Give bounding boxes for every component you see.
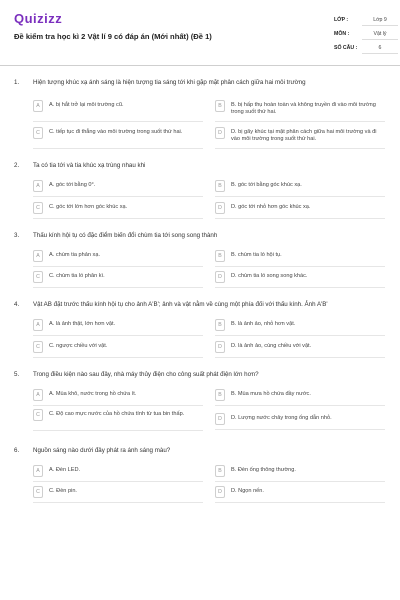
option-letter: C <box>33 202 43 214</box>
option-divider <box>215 481 385 482</box>
option-letter: A <box>33 250 43 262</box>
option-letter: A <box>33 180 43 192</box>
option-text: B. Đèn ống thông thường. <box>231 467 296 473</box>
option-text: D. góc tới nhỏ hơn góc khúc xạ. <box>231 204 311 210</box>
option-text: D. bị gãy khúc tại mặt phân cách giữa hai môi trường và đi vào môi trường trong suốt thứ hai. <box>231 129 377 143</box>
option-divider <box>33 196 203 197</box>
option-text: A. góc tới bằng 0°. <box>49 182 96 188</box>
option-text: C. chùm tia ló phân kì. <box>49 273 105 279</box>
option-text: C. góc tới lớn hơn góc khúc xạ. <box>49 204 128 210</box>
option-text: A. bị hắt trở lại môi trường cũ. <box>49 102 124 108</box>
option-text: C. ngược chiều với vật. <box>49 343 108 349</box>
question-text: Vật AB đặt trước thấu kính hội tụ cho ảnh A'B'; ảnh và vật nằm về cùng một phía đối với thấu kính. Ảnh A'B' <box>33 301 328 308</box>
option-letter: B <box>215 389 225 401</box>
option-text: B. là ảnh ảo, nhỏ hơn vật. <box>231 321 296 327</box>
meta-label: SỐ CÂU : <box>334 45 358 51</box>
meta-label: LỚP : <box>334 17 349 23</box>
option-text: B. góc tới bằng góc khúc xạ. <box>231 182 302 188</box>
header-divider <box>0 65 400 66</box>
option-divider <box>215 287 385 288</box>
option-letter: A <box>33 319 43 331</box>
meta-value-subject: Vật lý <box>362 28 398 40</box>
option-text: A. là ảnh thật, lớn hơn vật. <box>49 321 116 327</box>
option-letter: D <box>215 486 225 498</box>
option-divider <box>215 405 385 406</box>
meta-row-class <box>334 14 400 28</box>
option-divider <box>215 266 385 267</box>
option-divider <box>33 405 203 406</box>
question-text: Nguồn sáng nào dưới đây phát ra ánh sáng màu? <box>33 447 171 454</box>
option-text: A. chùm tia phản xạ. <box>49 252 100 258</box>
option-text: D. chùm tia ló song song khác. <box>231 273 308 279</box>
question-number: 4. <box>14 301 20 308</box>
option-letter: C <box>33 409 43 421</box>
option-divider <box>33 148 203 149</box>
option-divider <box>215 502 385 503</box>
meta-value-class: Lớp 9 <box>362 14 398 26</box>
question-text: Ta có tia tới và tia khúc xạ trùng nhau khi <box>33 162 146 169</box>
meta-value-count: 6 <box>362 42 398 54</box>
option-text: C. tiếp tục đi thẳng vào môi trường trong suốt thứ hai. <box>49 129 183 135</box>
option-letter: D <box>215 341 225 353</box>
option-letter: B <box>215 250 225 262</box>
question-number: 5. <box>14 371 20 378</box>
meta-row-subject <box>334 28 400 42</box>
option-divider <box>33 218 203 219</box>
worksheet-header <box>14 10 390 62</box>
option-divider <box>33 430 203 431</box>
option-divider <box>33 266 203 267</box>
option-divider <box>33 502 203 503</box>
question-text: Hiện tượng khúc xạ ánh sáng là hiện tượng tia sáng tới khi gặp mặt phân cách giữa hai môi trường <box>33 79 306 86</box>
option-letter: A <box>33 100 43 112</box>
option-letter: B <box>215 465 225 477</box>
worksheet-title: Đề kiểm tra học kì 2 Vật lí 9 có đáp án (Mới nhất) (Đề 1) <box>14 32 212 41</box>
option-letter: B <box>215 100 225 112</box>
option-text: D. là ảnh ảo, cùng chiều với vật. <box>231 343 312 349</box>
option-divider <box>215 218 385 219</box>
option-letter: B <box>215 319 225 331</box>
option-letter: D <box>215 271 225 283</box>
option-text: B. Mùa mưa hồ chứa đầy nước. <box>231 391 311 397</box>
option-letter: A <box>33 389 43 401</box>
option-letter: D <box>215 413 225 425</box>
option-text: C. Đèn pin. <box>49 488 77 494</box>
option-divider <box>215 357 385 358</box>
option-divider <box>33 481 203 482</box>
question-text: Trong điều kiện nào sau đây, nhà máy thủy điện cho công suất phát điện lớn hơn? <box>33 371 259 378</box>
quizizz-logo: Quizizz <box>14 11 63 26</box>
option-text: A. Mùa khô, nước trong hồ chứa ít. <box>49 391 137 397</box>
option-divider <box>215 121 385 122</box>
option-divider <box>33 357 203 358</box>
option-divider <box>215 335 385 336</box>
option-letter: D <box>215 202 225 214</box>
option-text: B. chùm tia ló hội tụ. <box>231 252 282 258</box>
question-number: 6. <box>14 447 20 454</box>
option-letter: C <box>33 127 43 139</box>
option-text: C. Độ cao mực nước của hồ chứa tính từ tua bin thấp. <box>49 411 185 417</box>
option-divider <box>33 287 203 288</box>
meta-row-count <box>334 42 400 56</box>
option-text: A. Đèn LED. <box>49 467 81 473</box>
worksheet-meta <box>334 14 400 56</box>
option-letter: C <box>33 486 43 498</box>
option-divider <box>33 121 203 122</box>
option-text: B. bị hấp thụ hoàn toàn và không truyền đi vào môi trường trong suốt thứ hai. <box>231 102 376 116</box>
question-number: 3. <box>14 232 20 239</box>
option-text: D. Ngọn nến. <box>231 488 264 494</box>
option-letter: C <box>33 271 43 283</box>
option-divider <box>215 196 385 197</box>
option-letter: A <box>33 465 43 477</box>
option-divider <box>33 335 203 336</box>
option-divider <box>215 148 385 149</box>
question-number: 1. <box>14 79 20 86</box>
question-text: Thấu kính hội tụ có đặc điểm biến đổi chùm tia tới song song thành <box>33 232 218 239</box>
option-letter: B <box>215 180 225 192</box>
option-letter: C <box>33 341 43 353</box>
option-text: D. Lượng nước chảy trong ống dẫn nhỏ. <box>231 415 332 421</box>
question-number: 2. <box>14 162 20 169</box>
option-divider <box>215 429 385 430</box>
meta-label: MÔN : <box>334 31 350 37</box>
option-letter: D <box>215 127 225 139</box>
